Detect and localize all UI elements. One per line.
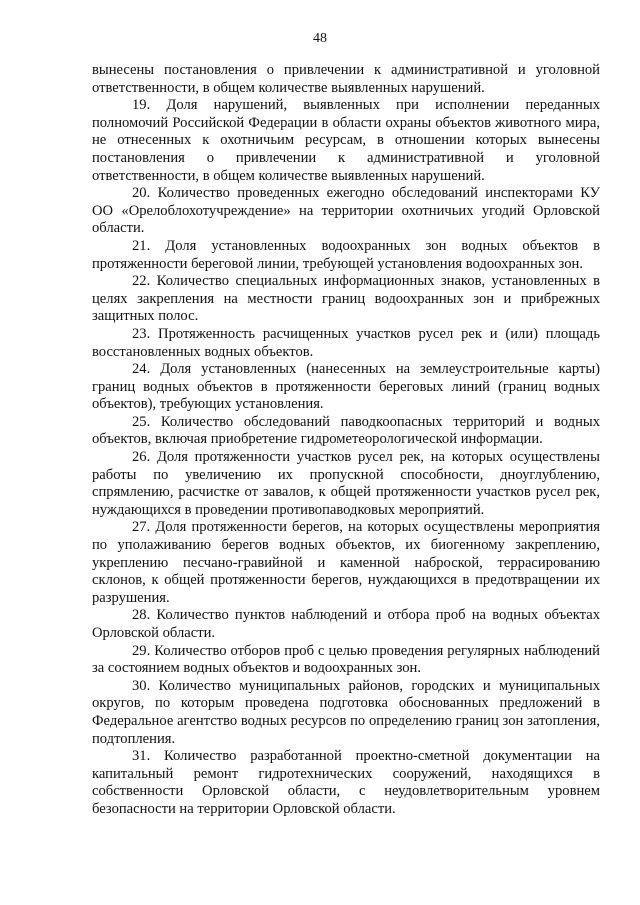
paragraph-item-22: 22. Количество специальных информационных знаков, установленных в целях закрепления на местности границ водоохранных зон и прибрежных защитных полос.: [92, 273, 600, 325]
page-number: 48: [313, 31, 327, 46]
paragraph-item-30: 30. Количество муниципальных районов, городских и муниципальных округов, по которым проведена подготовка обоснованных предложений в Федеральное агентство водных ресурсов по определению границ зон затопления, подтопления.: [92, 677, 600, 747]
paragraph-item-29: 29. Количество отборов проб с целью проведения регулярных наблюдений за состоянием водных объектов и водоохранных зон.: [92, 642, 600, 677]
paragraph-item-24: 24. Доля установленных (нанесенных на землеустроительные карты) границ водных объектов в протяженности береговых линий (границ водных объектов), требующих установления.: [92, 361, 600, 413]
paragraph-item-25: 25. Количество обследований паводкоопасных территорий и водных объектов, включая приобретение гидрометеорологической информации.: [92, 413, 600, 448]
document-body: [92, 62, 600, 819]
paragraph-item-23: 23. Протяженность расчищенных участков русел рек и (или) площадь восстановленных водных объектов.: [92, 325, 600, 360]
paragraph-item-28: 28. Количество пунктов наблюдений и отбора проб на водных объектах Орловской области.: [92, 607, 600, 641]
paragraph-item-27: 27. Доля протяженности берегов, на которых осуществлены мероприятия по уполаживанию берегов водных объектов, их биогенному закреплению, укреплению песчано-гравийной и каменной наброской, террасированию склонов, к общей протяженности берегов, нуждающихся в предотвращении их разрушения.: [92, 519, 600, 606]
paragraph-item-19: 19. Доля нарушений, выявленных при исполнении переданных полномочий Российской Федерации в области охраны объектов животного мира, не отнесенных к охотничьим ресурсам, в отношении которых вынесены постановления о привлечении к административной и уголовной ответственности, в общем количестве выявленных нарушений.: [92, 97, 600, 184]
paragraph-item-21: 21. Доля установленных водоохранных зон водных объектов в протяженности береговой линии, требующей установления водоохранных зон.: [92, 237, 600, 272]
paragraph-item-31: 31. Количество разработанной проектно-сметной документации на капитальный ремонт гидротехнических сооружений, находящихся в собственности Орловской области, с неудовлетворительным уровнем безопасности на территории Орловской области.: [92, 748, 600, 817]
paragraph-continuation: вынесены постановления о привлечении к административной и уголовной ответственности, в общем количестве выявленных нарушений.: [92, 62, 600, 96]
paragraph-item-20: 20. Количество проведенных ежегодно обследований инспекторами КУ ОО «Орелоблохотучреждение» на территории охотничьих угодий Орловской области.: [92, 185, 600, 237]
paragraph-item-26: 26. Доля протяженности участков русел рек, на которых осуществлены работы по увеличению их пропускной способности, дноуглублению, спрямлению, расчистке от завалов, к общей протяженности участков русел рек, нуждающихся в проведении противопаводковых мероприятий.: [92, 449, 600, 518]
